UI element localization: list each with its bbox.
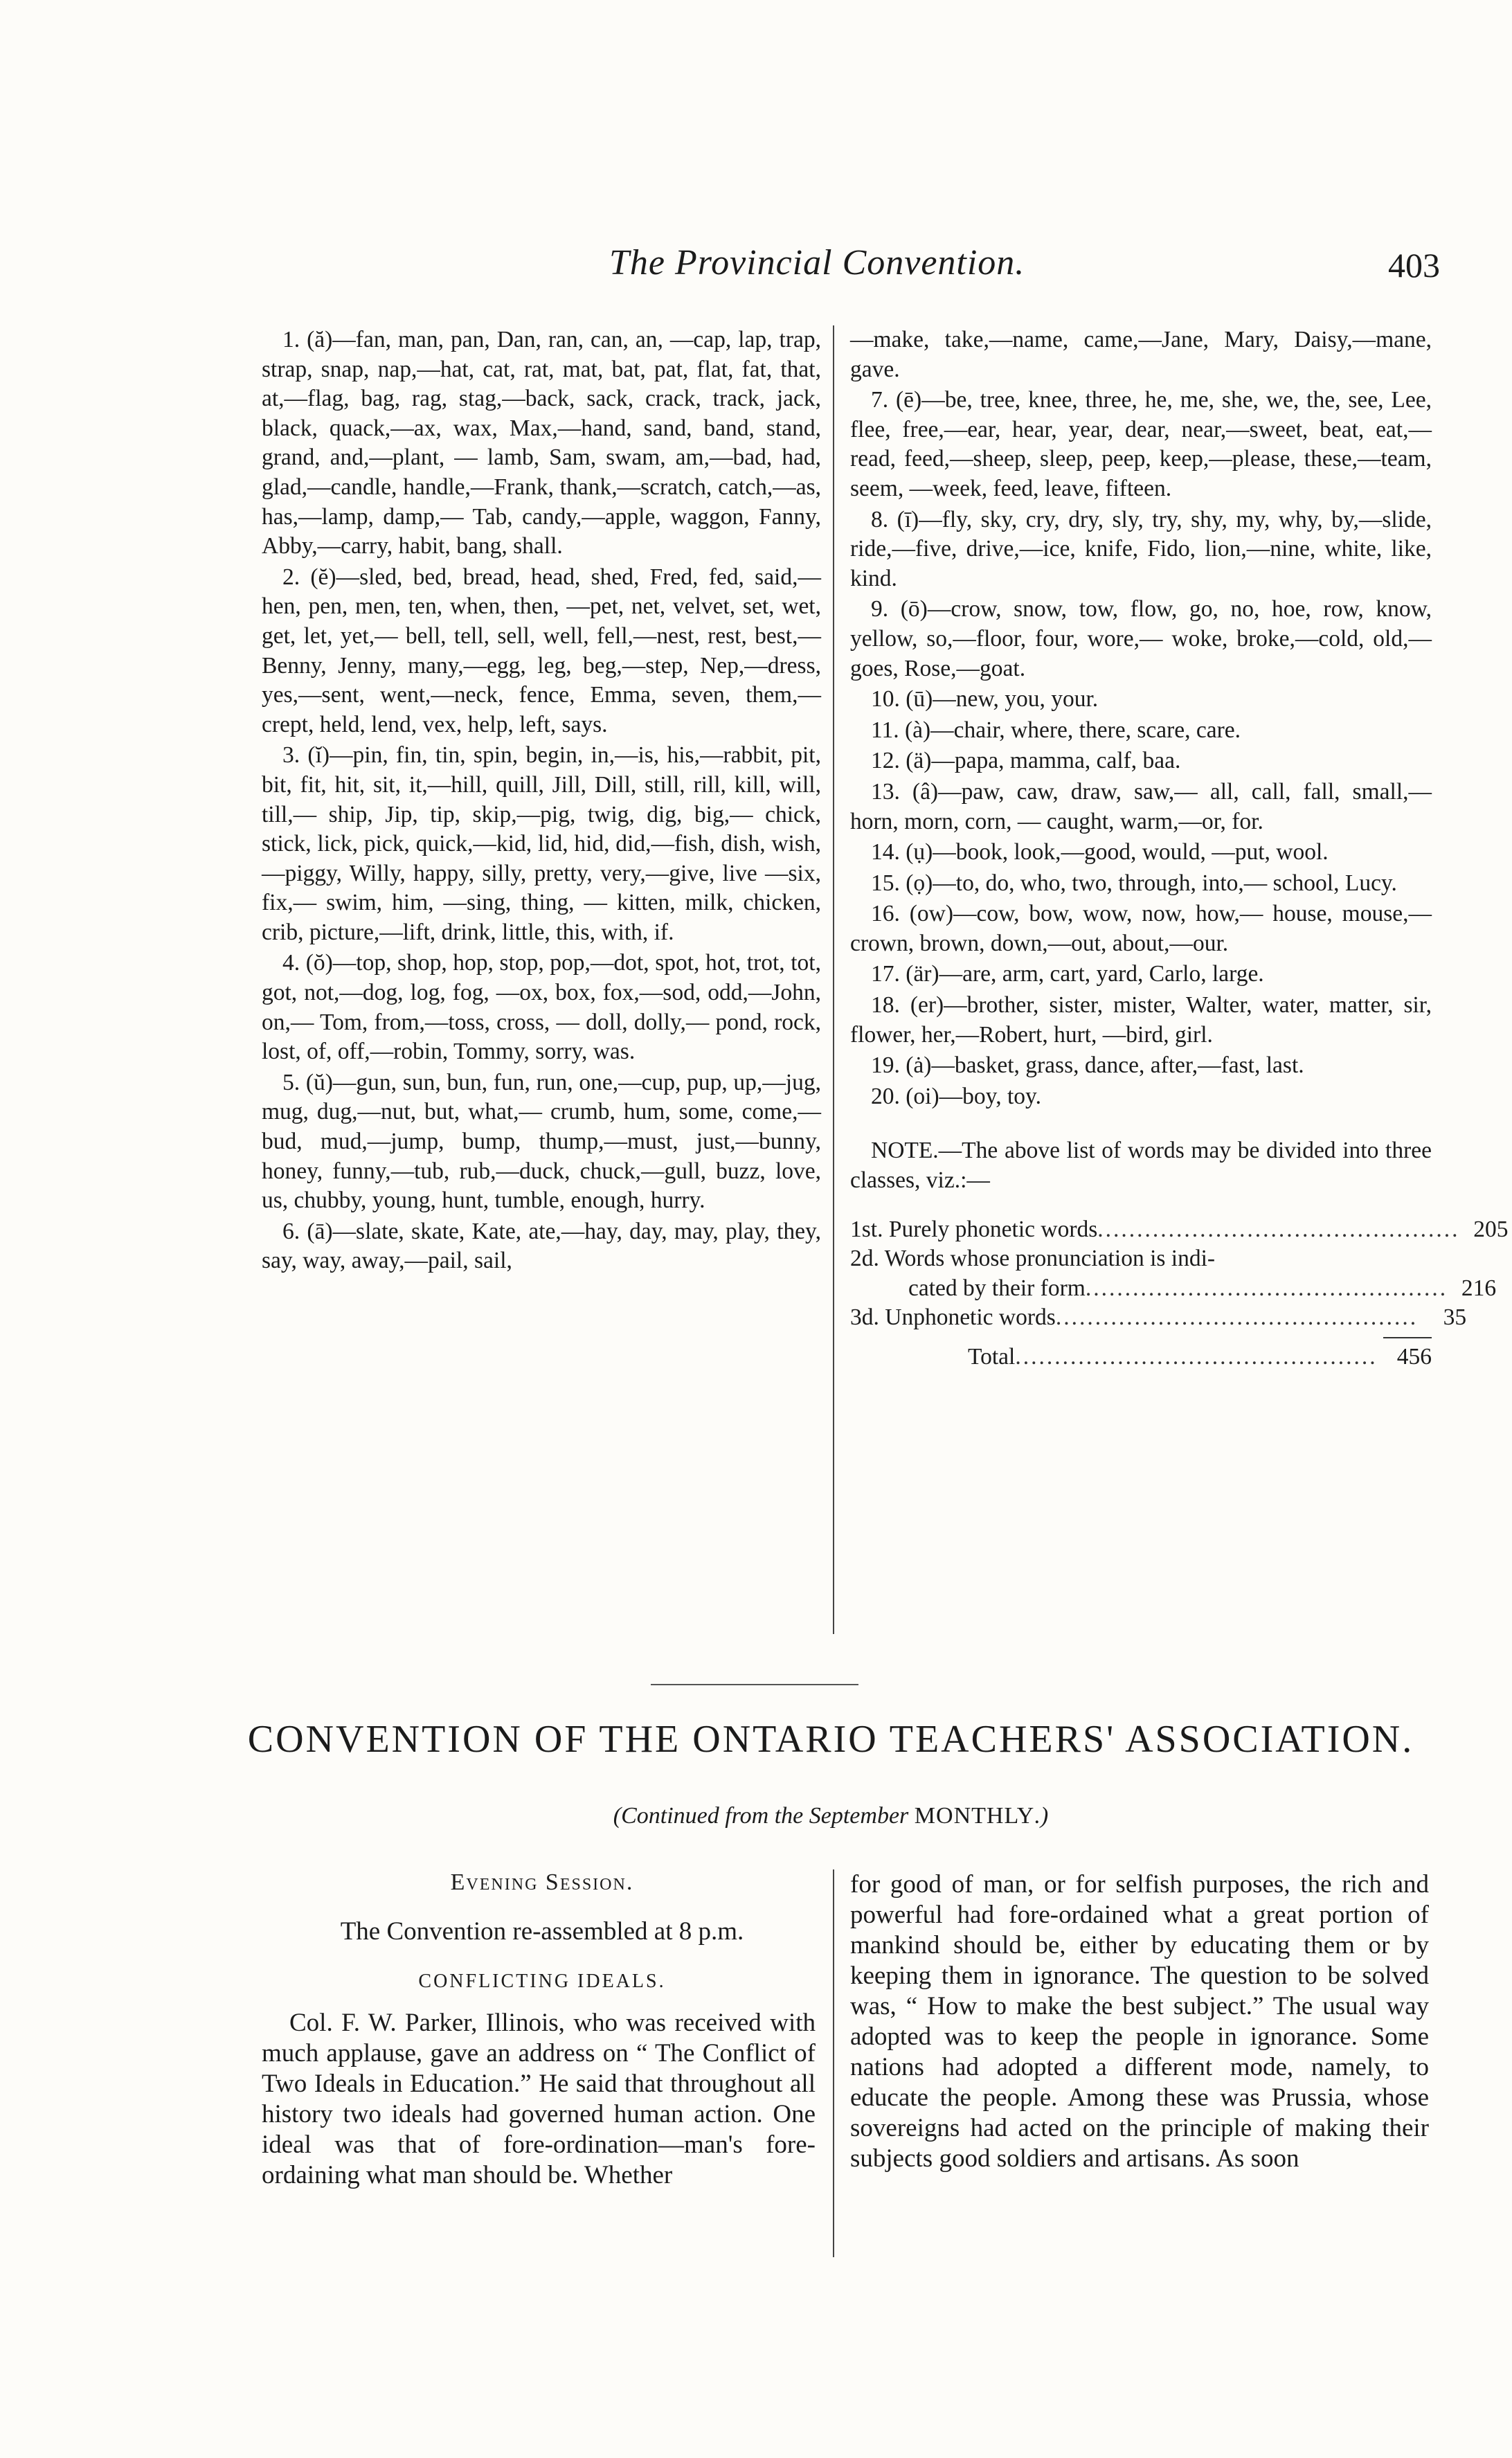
word-list-item-15: 15. (ọ)—to, do, who, two, through, into,— school, Lucy. xyxy=(871,870,1397,896)
total-count: 456 xyxy=(1396,1344,1432,1370)
word-list-item-6-cont: —make, take,—name, came,—Jane, Mary, Daisy,—mane, gave. xyxy=(850,327,1432,382)
class-count: 205 xyxy=(1473,1216,1509,1242)
leader-dots: .............................................. xyxy=(1097,1216,1460,1242)
class-row-2 xyxy=(850,1244,1432,1274)
class-label: 1st. Purely phonetic words xyxy=(850,1216,1098,1242)
class-row-2-cont xyxy=(850,1274,1497,1304)
class-row-1 xyxy=(850,1215,1509,1245)
word-list-item-9: 9. (ō)—crow, snow, tow, flow, go, no, hoe, row, know, yellow, so,—floor, four, wore,— woke, broke,—cold, old,—goes, Rose,—goat. xyxy=(850,596,1432,681)
subheading: CONFLICTING IDEALS. xyxy=(418,1971,666,1992)
word-list-item-8: 8. (ī)—fly, sky, cry, dry, sly, try, shy, my, why, by,—slide, ride,—five, drive,—ice, knife, Fido, lion,—nine, white, like, kind. xyxy=(850,506,1432,591)
word-classes-table xyxy=(850,1215,1509,1372)
word-list-item-7: 7. (ē)—be, tree, knee, three, he, me, she, we, the, see, Lee, flee, free,—ear, hear, year, dear, near,—sweet, beat, eat,—read, feed,—sheep, sleep, peep, keep,—please, these,—team, seem, —week, feed, leave, fifteen. xyxy=(850,387,1432,501)
class-label: 2d. Words whose pronunciation is indi- xyxy=(850,1246,1216,1272)
sum-rule xyxy=(1383,1337,1432,1338)
session-heading: Evening Session. xyxy=(450,1869,634,1895)
word-list-item-10: 10. (ū)—new, you, your. xyxy=(871,686,1099,712)
note-text: NOTE.—The above list of words may be divided into three classes, viz.:— xyxy=(850,1138,1432,1194)
page-number: 403 xyxy=(1388,246,1440,285)
word-list-item-16: 16. (ow)—cow, bow, wow, now, how,— house, mouse,—crown, brown, down,—out, about,—our. xyxy=(850,901,1432,956)
article-left-column xyxy=(262,2008,816,2191)
leader-dots: .............................................. xyxy=(1085,1275,1448,1301)
word-list-item-14: 14. (ụ)—book, look,—good, would, —put, wool. xyxy=(871,839,1329,865)
continued-note xyxy=(222,1803,1440,1829)
continued-prefix: (Continued from the September xyxy=(613,1803,915,1829)
word-list-item-13: 13. (â)—paw, caw, draw, saw,— all, call, fall, small,— horn, morn, corn, — caught, warm,—or, for. xyxy=(850,778,1432,834)
total-label: Total xyxy=(968,1344,1016,1370)
column-rule-bottom xyxy=(833,1869,834,2257)
word-list-right-column xyxy=(850,325,1509,1372)
section-title: CONVENTION OF THE ONTARIO TEACHERS' ASSOCIATION. xyxy=(247,1718,1414,1761)
column-rule-top xyxy=(833,325,834,1634)
word-list-item-20: 20. (oi)—boy, toy. xyxy=(871,1083,1041,1109)
word-list-item-12: 12. (ä)—papa, mamma, calf, baa. xyxy=(871,748,1181,774)
word-list-item-1: 1. (ă)—fan, man, pan, Dan, ran, can, an, —cap, lap, trap, strap, snap, nap,—hat, cat, rat, mat, bat, pat, flat, fat, that, at,—flag, bag, rag, stag,—back, sack, crack, track, jack, black, quack,—ax, wax, Max,—hand, sand, band, stand, grand, and,—plant, — lamb, Sam, swam, am,—bad, had, glad,—candle, handle,—Frank, thank,—scratch, catch,—as, has,—lamp, damp,— Tab, candy,—apple, waggon, Fanny, Abby,—carry, habit, bang, shall. xyxy=(262,327,821,559)
word-list-item-5: 5. (ŭ)—gun, sun, bun, fun, run, one,—cup, pup, up,—jug, mug, dug,—nut, but, what,— crumb, hum, some, come,—bud, mud,—jump, bump, thump,—must, just,—bunny, honey, funny,—tub, rub,—duck, chuck,—gull, buzz, love, us, chubby, young, hunt, tumble, enough, hurry. xyxy=(262,1069,821,1214)
leader-dots: .............................................. xyxy=(1015,1344,1378,1370)
word-list-item-6: 6. (ā)—slate, skate, Kate, ate,—hay, day, may, play, they, say, way, away,—pail, sail, xyxy=(262,1218,821,1274)
continued-monthly: MONTHLY xyxy=(914,1803,1035,1829)
article-paragraph: Col. F. W. Parker, Illinois, who was received with much applause, gave an address on “ The Conflict of Two Ideals in Education.” He said that throughout all history two ideals had governed human action. One ideal was that of fore-ordination—man's fore-ordaining what man should be. Whether xyxy=(262,2009,816,2189)
article-right-column xyxy=(850,1869,1429,2174)
section-divider xyxy=(651,1684,858,1685)
word-list-item-11: 11. (à)—chair, where, there, scare, care. xyxy=(871,717,1241,743)
running-title: The Provincial Convention. xyxy=(609,243,1025,282)
total-row xyxy=(850,1343,1432,1372)
reassembled-line: The Convention re-assembled at 8 p.m. xyxy=(340,1917,744,1946)
running-head xyxy=(609,242,1440,298)
word-list-item-19: 19. (ȧ)—basket, grass, dance, after,—fast, last. xyxy=(871,1052,1304,1079)
word-list-item-18: 18. (er)—brother, sister, mister, Walter, water, matter, sir, flower, her,—Robert, hurt, —bird, girl. xyxy=(850,992,1432,1048)
class-count: 35 xyxy=(1443,1304,1467,1331)
article-paragraph: for good of man, or for selfish purposes, the rich and powerful had fore-ordained what a great portion of mankind should be, either by educating them or by keeping them in ignorance. The question to be solved was, “ How to make the best subject.” The usual way adopted was to keep the people in ignorance. Some nations had adopted a different mode, namely, to educate the people. Among these was Prussia, whose sovereigns had acted on the principle of making their subjects good soldiers and artisans. As soon xyxy=(850,1870,1429,2173)
class-label: 3d. Unphonetic words xyxy=(850,1304,1056,1331)
leader-dots: .............................................. xyxy=(1055,1304,1419,1331)
class-count: 216 xyxy=(1461,1275,1497,1301)
word-list-item-2: 2. (ĕ)—sled, bed, bread, head, shed, Fred, fed, said,—hen, pen, men, ten, when, then, —pet, net, velvet, set, wet, get, let, yet,— bell, tell, sell, well, fell,—nest, rest, best,— Benny, Jenny, many,—egg, leg, beg,—step, Nep,—dress, yes,—sent, went,—neck, fence, Emma, seven, them,—crept, held, lend, vex, help, left, says. xyxy=(262,564,821,737)
word-list-item-17: 17. (är)—are, arm, cart, yard, Carlo, large. xyxy=(871,961,1264,987)
word-list-item-4: 4. (ŏ)—top, shop, hop, stop, pop,—dot, spot, hot, trot, tot, got, not,—dog, log, fog, —ox, box, fox,—sod, odd,—John, on,— Tom, from,—toss, cross, — doll, dolly,— pond, rock, lost, of, off,—robin, Tommy, sorry, was. xyxy=(262,950,821,1065)
class-row-3 xyxy=(850,1303,1467,1333)
continued-suffix: .) xyxy=(1034,1803,1049,1829)
word-list-left-column xyxy=(262,325,821,1277)
class-label-cont: cated by their form xyxy=(908,1275,1086,1301)
word-list-item-3: 3. (ĭ)—pin, fin, tin, spin, begin, in,—is, his,—rabbit, pit, bit, fit, hit, sit, it,—hill, quill, Jill, Dill, still, rill, kill, will, till,— ship, Jip, tip, skip,—pig, twig, dig, big,— chick, stick, lick, pick, quick,—kid, lid, hid, did,—fish, dish, wish,—piggy, Willy, happy, silly, pretty, very,—give, live —six, fix,— swim, him, —sing, thing, — kitten, milk, chicken, crib, picture,—lift, drink, little, this, with, if. xyxy=(262,742,821,945)
